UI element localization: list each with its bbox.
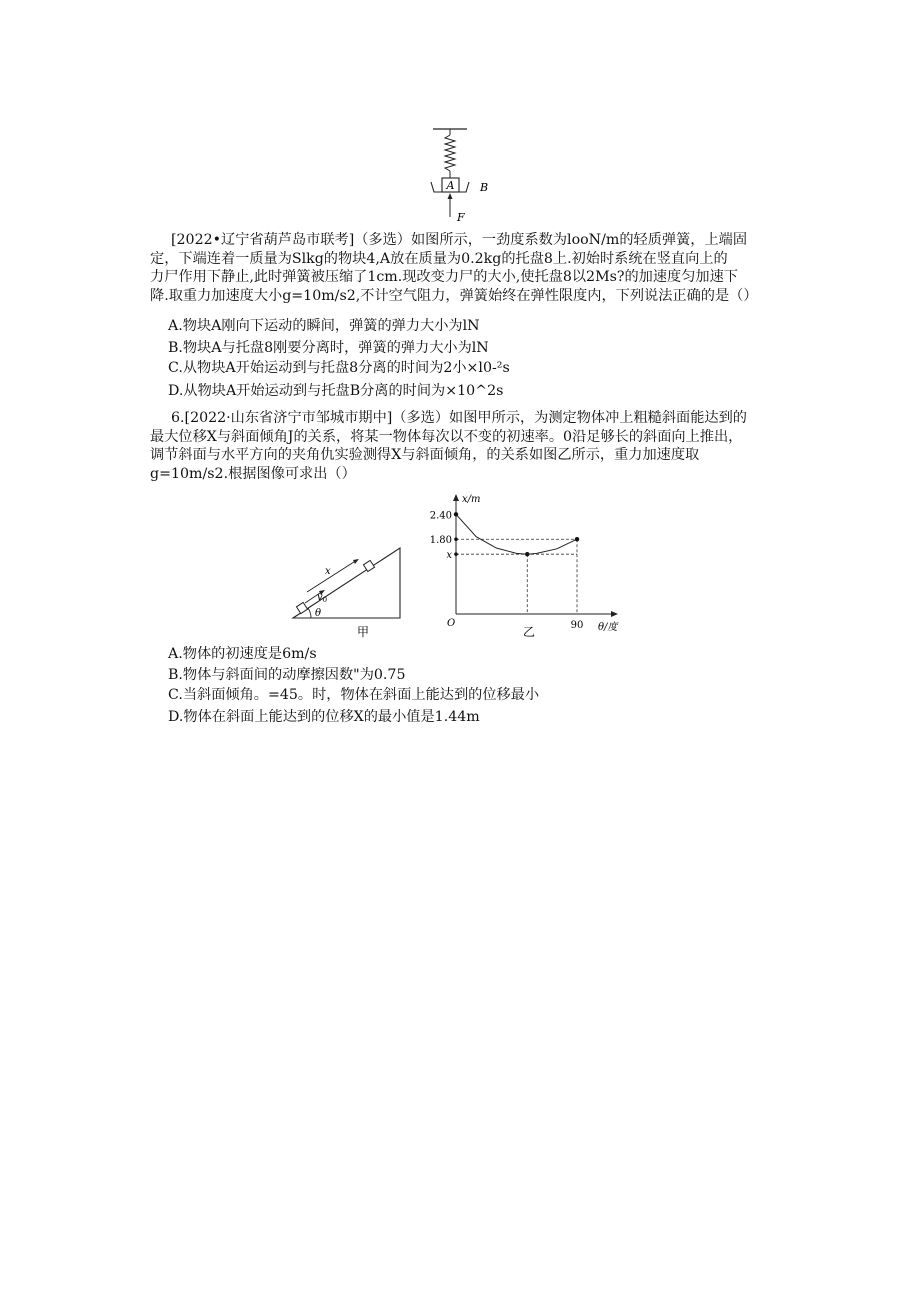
origin-label: O <box>447 618 456 629</box>
question-6-option-c: C.当斜面倾角。=45。时，物体在斜面上能达到的位移最小 <box>168 687 540 703</box>
theta-label: θ <box>315 608 322 619</box>
caption-jia: 甲 <box>356 625 370 639</box>
x-theta-chart <box>420 490 645 640</box>
data-point-2 <box>575 537 579 541</box>
incline-triangle <box>293 548 400 618</box>
block-a-label: A <box>446 179 455 192</box>
question-5-line: 力尸作用下静止,此时弹簧被压缩了1cm.现改变力尸的大小,使托盘8以2Ms?的加速度匀加速下 <box>150 269 738 286</box>
question-6-stem <box>150 409 790 483</box>
question-6-line: 调节斜面与水平方向的夹角仇实验测得X与斜面倾角，的关系如图乙所示，重力加速度取 <box>150 447 700 464</box>
angle-arc <box>308 608 311 618</box>
question-6-line: g=10m∕s2.根据图像可求出（） <box>150 465 356 482</box>
y-tick-dot-0 <box>454 513 458 517</box>
y-tick-label-1: 1.80 <box>429 535 452 547</box>
question-5-line: 定，下端连着一质量为Slkg的物块4,A放在质量为0.2kg的托盘8上.初始时系统在竖直向上的 <box>150 250 728 267</box>
displacement-arrow <box>307 560 357 592</box>
curve-series <box>456 514 577 554</box>
displacement-x-label: x <box>325 566 331 577</box>
question-5-option-d: D.从物块A开始运动到与托盘B分离的时间为×10^2s <box>168 383 504 399</box>
velocity-v: v <box>317 592 323 603</box>
spring-coil <box>445 135 455 171</box>
y-tick-label-0: 2.40 <box>429 510 452 522</box>
x-axis-label: θ/度 <box>598 622 618 633</box>
velocity-label <box>317 592 327 604</box>
force-f-label: F <box>457 211 465 224</box>
question-6-option-d: D.物体在斜面上能达到的位移X的最小值是1.44m <box>168 709 480 725</box>
y-tick-dot-1 <box>454 537 458 541</box>
y-axis-arrowhead <box>453 494 459 501</box>
question-5-stem <box>150 231 790 305</box>
block-top <box>363 560 374 571</box>
block-bottom <box>296 602 307 613</box>
tray-b-label: B <box>480 181 489 194</box>
y-axis-label: x/m <box>462 494 481 505</box>
question-6-option-b: B.物体与斜面间的动摩擦因数"为0.75 <box>168 667 406 683</box>
y-tick-dot-2 <box>454 552 458 556</box>
question-5-line: 降.取重力加速度大小g=10m∕s2,不计空气阻力，弹簧始终在弹性限度内，下列说法正确的是（） <box>150 287 758 304</box>
question-5-option-b: B.物块A与托盘8刚要分离时，弹簧的弹力大小为lN <box>168 340 489 356</box>
displacement-arrowhead <box>353 559 359 564</box>
x-tick-label-0: 90 <box>570 620 584 631</box>
caption-yi: 乙 <box>522 625 536 639</box>
question-6-option-a: A.物体的初速度是6m∕s <box>168 646 317 662</box>
question-5-option-a: A.物块A刚向下运动的瞬间，弹簧的弹力大小为lN <box>168 318 480 334</box>
x-axis-arrowhead <box>611 611 618 617</box>
incline-figure <box>285 540 410 640</box>
question-5-option-c: C.从物块A开始运动到与托盘8分离的时间为2小×l0-²s <box>168 360 510 376</box>
spring-block-figure <box>425 125 500 225</box>
question-5-line: [2022•辽宁省葫芦岛市联考]（多选）如图所示，一劲度系数为looN/m的轻质弹簧，上端固 <box>171 232 748 248</box>
data-point-1 <box>525 552 529 556</box>
question-6-line: 6.[2022·山东省济宁市邹城市期中]（多选）如图甲所示，为测定物体冲上粗糙斜面能达到的 <box>171 410 747 426</box>
velocity-sub: 0 <box>322 596 328 604</box>
y-tick-label-2: x <box>446 550 452 562</box>
question-6-line: 最大位移X与斜面倾角J的关系，将某一物体每次以不变的初速率。0沿足够长的斜面向上推出， <box>150 428 743 445</box>
force-arrowhead <box>448 193 453 199</box>
